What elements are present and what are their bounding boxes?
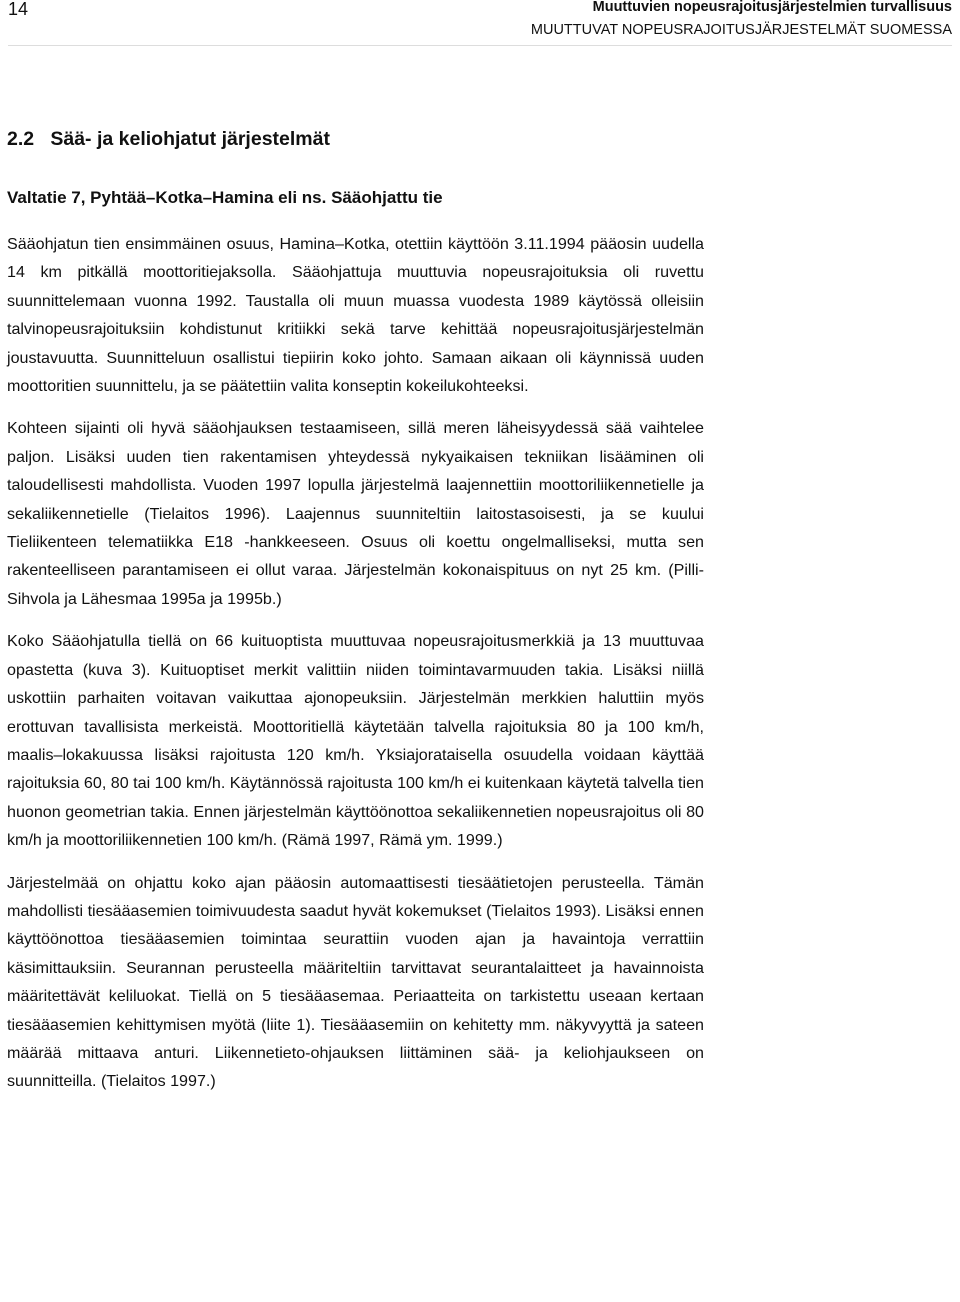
header-divider [8, 45, 952, 46]
running-title [531, 0, 952, 42]
page-header [8, 0, 952, 46]
paragraph-3: Koko Sääohjatulla tiellä on 66 kuituoptista muuttuvaa nopeusrajoitusmerkkiä ja 13 muuttuvaa opastetta (kuva 3). Kuituoptiset merkit valittiin niiden toimintavarmuuden takia. Lisäksi niillä uskottiin parhaiten voitavan vaikuttaa ajonopeuksiin. Järjestelmän merkkien haluttiin myös erottuvan tavallisista merkeistä. Moottoritiellä käytetään talvella rajoituksia 80 ja 100 km/h, maalis–lokakuussa lisäksi rajoitusta 120 km/h. Yksiajorataisella osuudella voidaan käyttää rajoituksia 60, 80 tai 100 km/h. Käytännössä rajoitusta 100 km/h ei kuitenkaan käytetä talvella tien huonon geometrian takia. Ennen järjestelmän käyttöönottoa sekaliikennetien nopeusrajoitus oli 80 km/h ja moottoriliikennetien 100 km/h. (Rämä 1997, Rämä ym. 1999.) [7, 632, 704, 850]
paragraph-4: Järjestelmää on ohjattu koko ajan pääosin automaattisesti tiesäätietojen perusteella. Tämän mahdollisti tiesääasemien toimivuudesta saadut hyvät kokemukset (Tielaitos 1993). Lisäksi ennen käyttöönottoa tiesääasemien toimintaa seurattiin vuoden ajan ja havaintoja verrattiin käsimittauksiin. Seurannan perusteella määriteltiin tarvittavat seurantalaitteet ja havainnoista määritettävät keliluokat. Tiellä on 5 tiesääasemaa. Periaatteita on tarkistettu useaan kertaan tiesääasemien kehittymisen myötä (liite 1). Tiesääasemiin on kehitetty mm. näkyvyyttä ja sateen määrää mittaava anturi. Liikennetieto-ohjauksen liittäminen sää- ja keliohjaukseen on suunnitteilla. (Tielaitos 1997.) [7, 873, 704, 1091]
section-heading: 2.2 Sää- ja keliohjatut järjestelmät [7, 128, 330, 150]
body-content [7, 125, 704, 1096]
page-number: 14 [8, 0, 29, 19]
running-title-report: Muuttuvien nopeusrajoitusjärjestelmien turvallisuus [592, 0, 952, 15]
running-title-chapter: MUUTTUVAT NOPEUSRAJOITUSJÄRJESTELMÄT SUOMESSA [530, 22, 952, 38]
paragraph-1: Sääohjatun tien ensimmäinen osuus, Hamina–Kotka, otettiin käyttöön 3.11.1994 pääosin uudella 14 km pitkällä moottoritiejaksolla. Sääohjattuja muuttuvia nopeusrajoituksia oli ruvettu suunnittelemaan vuonna 1992. Taustalla oli muun muassa vuodesta 1989 käytössä olleisiin talvinopeusrajoituksiin kohdistunut kritiikki sekä tarve kehittää nopeusrajoitusjärjestelmän joustavuutta. Suunnitteluun osallistui tiepiirin koko johto. Samaan aikaan oli käynnissä uuden moottoritien suunnittelu, ja se päätettiin valita konseptin kokeilukohteeksi. [7, 235, 704, 396]
paragraph-2: Kohteen sijainti oli hyvä sääohjauksen testaamiseen, sillä meren läheisyydessä sää vaihtelee paljon. Lisäksi uuden tien rakentamisen yhteydessä nykyaikaisen tekniikan lisääminen oli taloudellisesti mahdollista. Vuoden 1997 lopulla järjestelmä laajennettiin moottoriliikennetielle ja sekaliikennetielle (Tielaitos 1996). Laajennus suunniteltiin laitostasoisesti, ja se kuului Tieliikenteen telematiikka E18 -hankkeeseen. Osuus oli koettu ongelmalliseksi, mutta sen rakenteelliseen parantamiseen ei ollut varaa. Järjestelmän kokonaispituus on nyt 25 km. (Pilli-Sihvola ja Lähesmaa 1995a ja 1995b.) [7, 419, 704, 608]
subsection-heading: Valtatie 7, Pyhtää–Kotka–Hamina eli ns. Sääohjattu tie [7, 188, 443, 207]
